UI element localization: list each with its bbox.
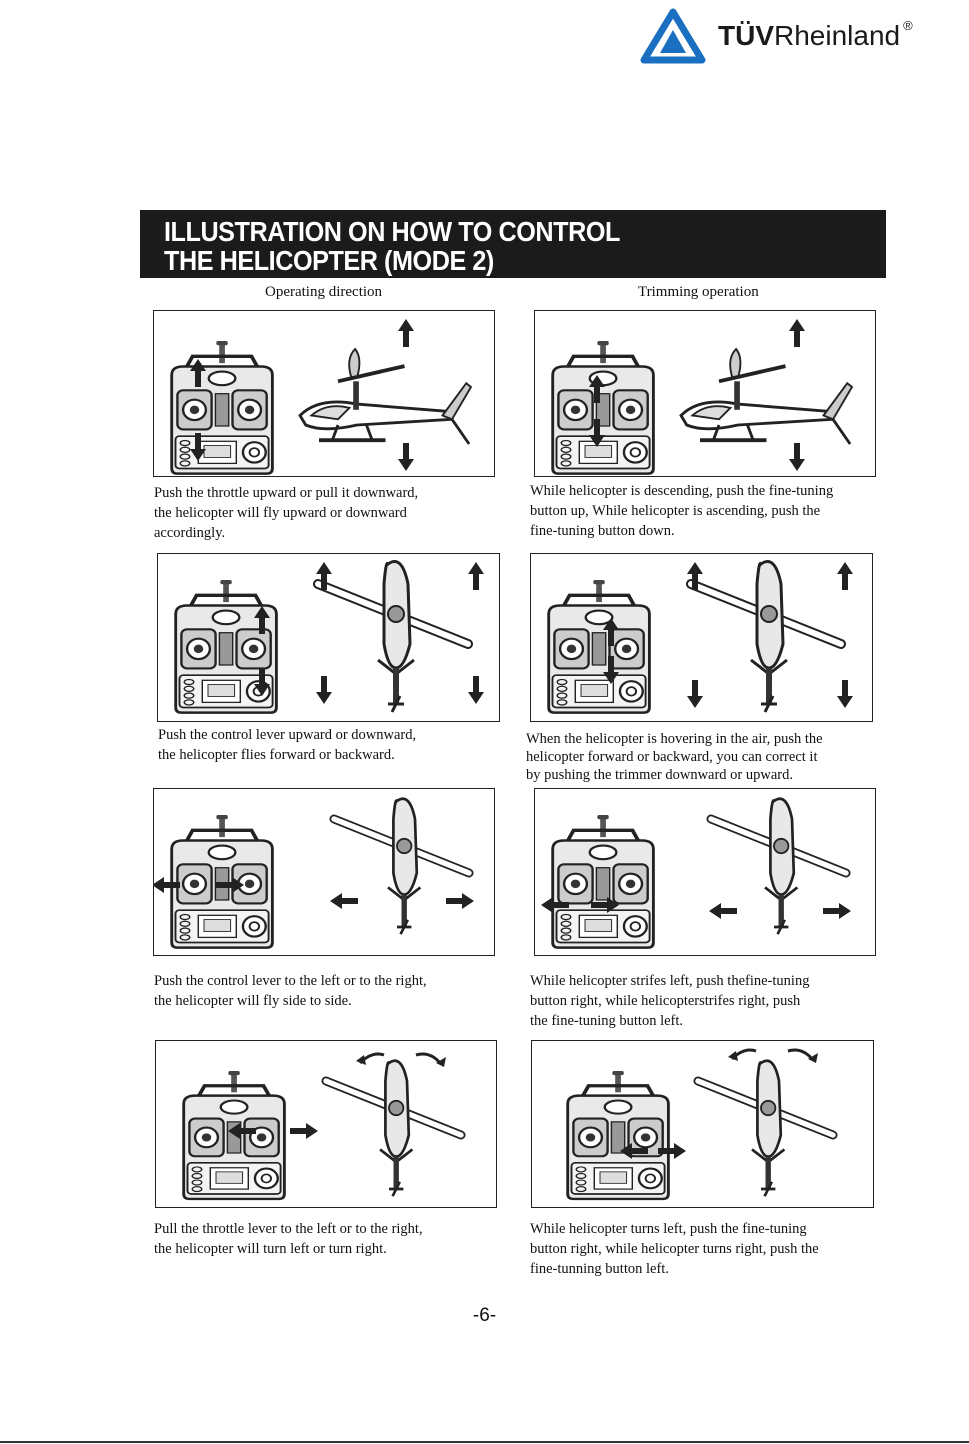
caption-side-to-side: Push the control lever to the left or to the right, the helicopter will fly side to side. <box>154 973 427 1009</box>
section-title-banner <box>140 210 886 278</box>
page-number: -6- <box>472 1305 497 1326</box>
tuv-triangle-icon <box>640 8 706 64</box>
illustration-side-to-side <box>154 789 494 955</box>
caption-trim-side-to-side: While helicopter strifes left, push thefine-tuning button right, while helicopterstrifes right, push the fine-tuning button left. <box>530 973 810 1029</box>
caption-trim-forward-backward: When the helicopter is hovering in the air, push the helicopter forward or backward, you can correct it by pushing the trimmer downward or upward. <box>526 731 823 783</box>
bottom-rule <box>0 1441 969 1443</box>
illustration-trim-forward-backward <box>531 554 872 721</box>
panel-trim-turn-left-right <box>531 1040 874 1208</box>
illustration-trim-up-down <box>535 311 875 476</box>
illustration-trim-side-to-side <box>535 789 875 955</box>
panel-side-to-side <box>153 788 495 956</box>
illustration-throttle-up-down <box>154 311 494 476</box>
panel-throttle-up-down <box>153 310 495 477</box>
caption-trim-turn-left-right: While helicopter turns left, push the fine-tuning button right, while helicopter turns right, push the fine-tunning button left. <box>530 1221 819 1277</box>
panel-trim-up-down <box>534 310 876 477</box>
panel-turn-left-right <box>155 1040 497 1208</box>
illustration-trim-turn-left-right <box>532 1041 873 1207</box>
caption-forward-backward: Push the control lever upward or downward, the helicopter flies forward or backward. <box>158 727 417 763</box>
title-line-1: ILLUSTRATION ON HOW TO CONTROL <box>164 216 620 247</box>
illustration-forward-backward <box>158 554 499 721</box>
tuv-logo <box>640 6 960 66</box>
caption-throttle-up-down: Push the throttle upward or pull it downward, the helicopter will fly upward or downward accordingly. <box>154 485 419 541</box>
title-line-2: THE HELICOPTER (MODE 2) <box>164 245 494 276</box>
caption-turn-left-right: Pull the throttle lever to the left or to the right, the helicopter will turn left or turn right. <box>154 1221 423 1257</box>
logo-text: TÜVRheinland ® <box>718 18 913 51</box>
caption-trim-up-down: While helicopter is descending, push the fine-tuning button up, While helicopter is ascending, push the fine-tuning button down. <box>530 483 834 539</box>
panel-forward-backward <box>157 553 500 722</box>
panel-trim-forward-backward <box>530 553 873 722</box>
column-heading-operating: Operating direction <box>265 284 383 300</box>
panel-trim-side-to-side <box>534 788 876 956</box>
illustration-turn-left-right <box>156 1041 496 1207</box>
column-heading-trimming: Trimming operation <box>638 284 759 300</box>
